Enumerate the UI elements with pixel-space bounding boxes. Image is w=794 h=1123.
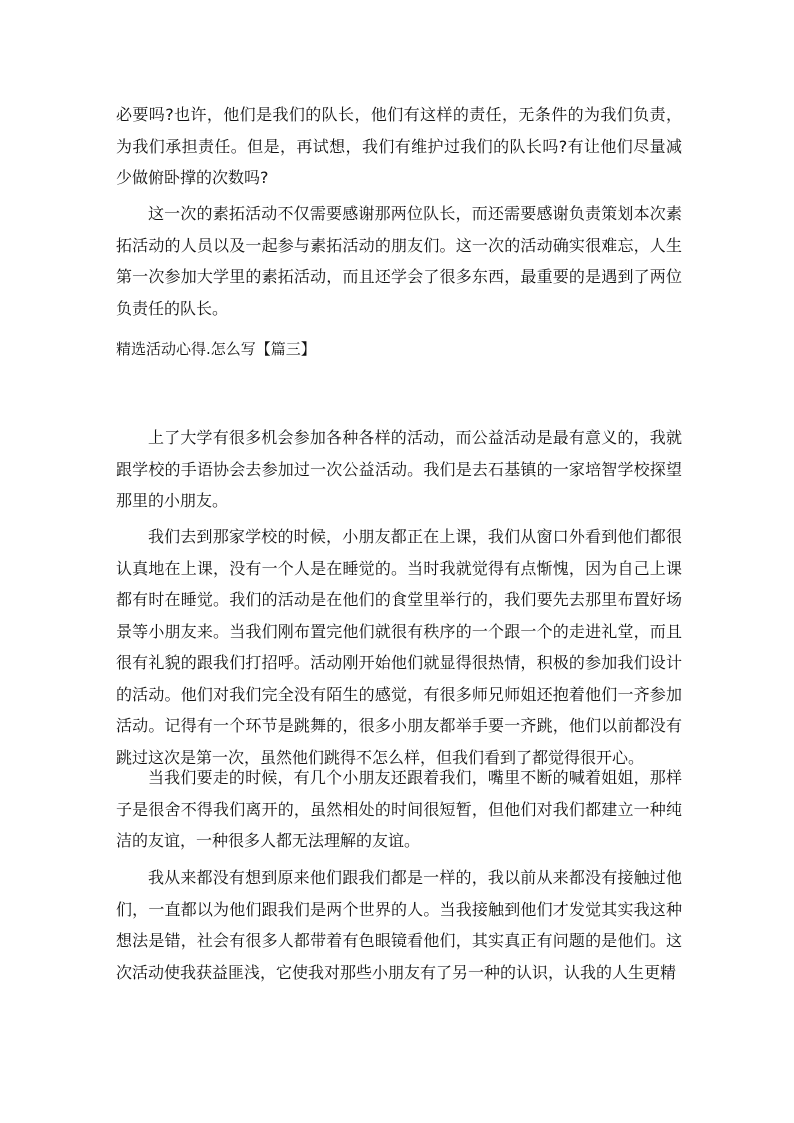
section-heading: 精选活动心得.怎么写【篇三】 [116,340,316,358]
paragraph-3: 上了大学有很多机会参加各种各样的活动，而公益活动是最有意义的，我就跟学校的手语协会去参加过一次公益活动。我们是去石基镇的一家培智学校探望那里的小朋友。 [116,428,682,510]
paragraph-1: 必要吗?也许，他们是我们的队长，他们有这样的责任，无条件的为我们负责，为我们承担责任。但是，再试想，我们有维护过我们的队长吗?有让他们尽量减少做俯卧撑的次数吗? [116,105,682,187]
paragraph-6: 我从来都没有想到原来他们跟我们都是一样的，我以前从来都没有接触过他们，一直都以为他们跟我们是两个世界的人。当我接触到他们才发觉其实我这种想法是错，社会有很多人都带着有色眼镜看他们，其实真正有问题的是他们。这次活动使我获益匪浅，它使我对那些小朋友有了另一种的认识，认我的人生更精 [116,868,682,982]
paragraph-5: 当我们要走的时候，有几个小朋友还跟着我们，嘴里不断的喊着姐姐，那样子是很舍不得我们离开的，虽然相处的时间很短暂，但他们对我们都建立一种纯洁的友谊，一种很多人都无法理解的友谊。 [116,768,682,850]
paragraph-2: 这一次的素拓活动不仅需要感谢那两位队长，而还需要感谢负责策划本次素拓活动的人员以及一起参与素拓活动的朋友们。这一次的活动确实很难忘，人生第一次参加大学里的素拓活动，而且还学会了很多东西，最重要的是遇到了两位负责任的队长。 [116,204,682,318]
paragraph-4: 我们去到那家学校的时候，小朋友都正在上课，我们从窗口外看到他们都很认真地在上课，没有一个人是在睡觉的。当时我就觉得有点惭愧，因为自己上课都有时在睡觉。我们的活动是在他们的食堂里举行的，我们要先去那里布置好场景等小朋友来。当我们刚布置完他们就很有秩序的一个跟一个的走进礼堂，而且很有礼貌的跟我们打招呼。活动刚开始他们就显得很热情，积极的参加我们设计的活动。他们对我们完全没有陌生的感觉，有很多师兄师姐还抱着他们一齐参加活动。记得有一个环节是跳舞的，很多小朋友都举手要一齐跳，他们以前都没有跳过这次是第一次，虽然他们跳得不怎么样，但我们看到了都觉得很开心。 [116,527,682,767]
